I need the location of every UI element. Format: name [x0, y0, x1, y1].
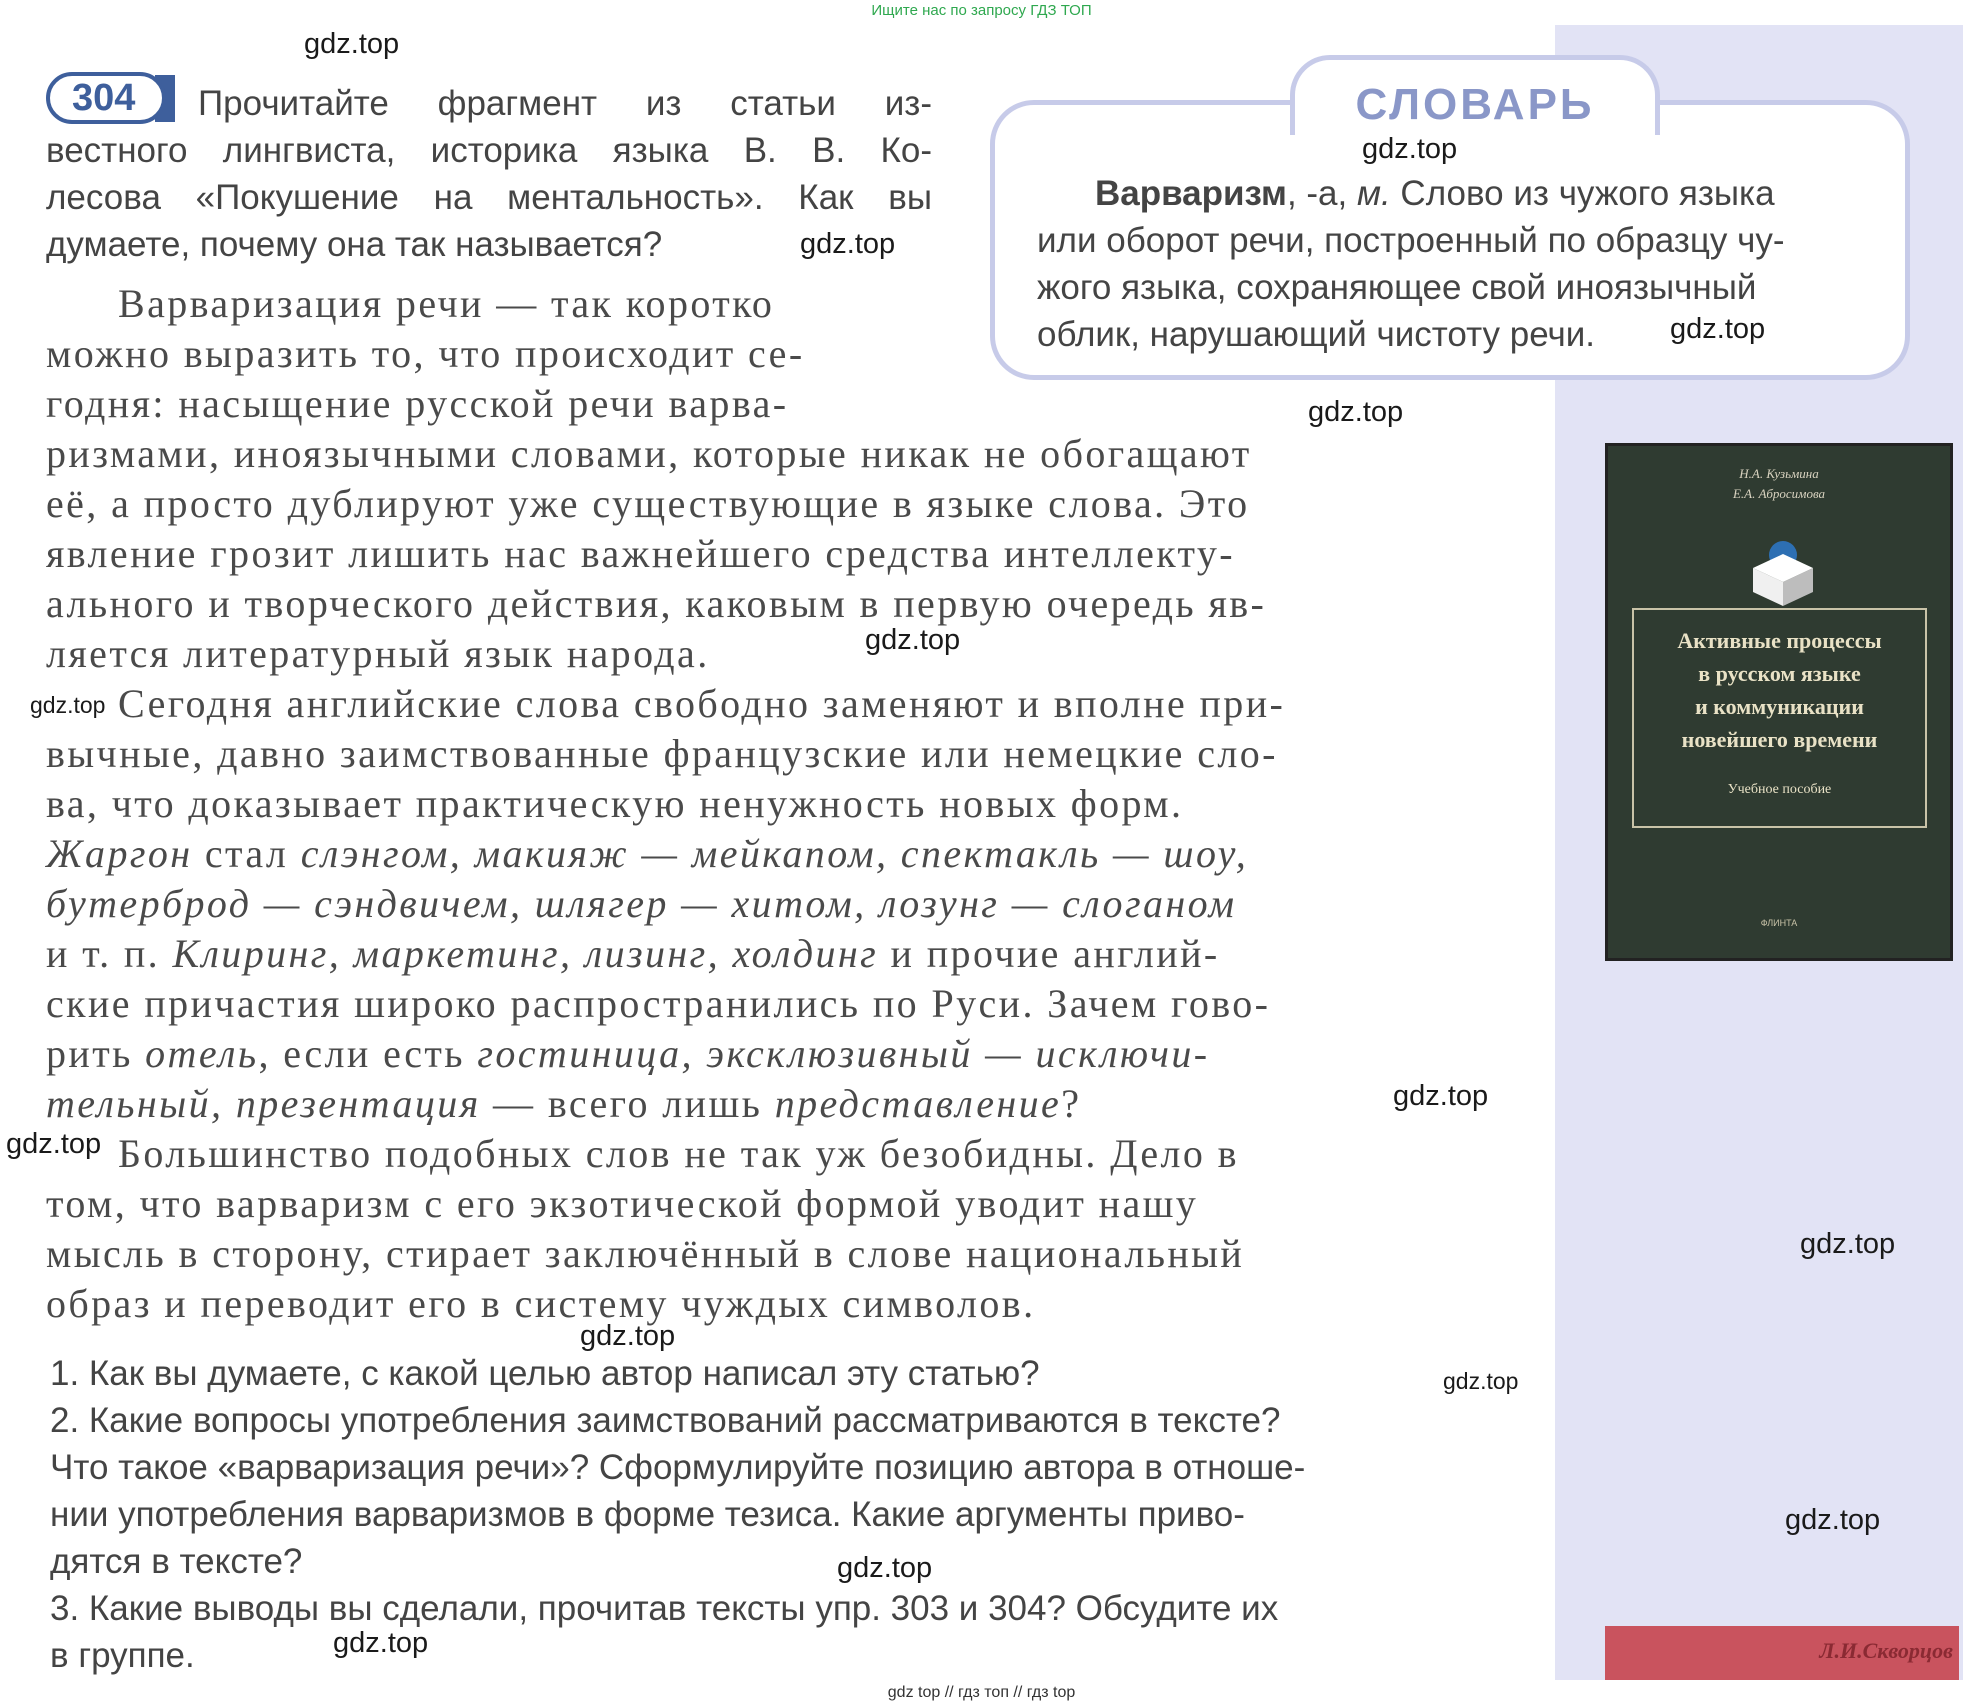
watermark: gdz.top [1785, 1504, 1881, 1536]
book-title: Активные процессы в русском языке и коммуникации новейшего времени [1677, 628, 1882, 752]
text-line: ляется литературный язык народа. [46, 631, 710, 676]
dictionary-line: облик, нарушающий чистоту речи. [1037, 315, 1596, 354]
text-line: можно выразить то, что происходит се- [46, 331, 805, 376]
top-banner: Ищите нас по запросу ГДЗ ТОП [871, 2, 1092, 19]
watermark: gdz.top [304, 28, 400, 60]
text-line: образ и переводит его в систему чуждых символов. [46, 1281, 1036, 1326]
text-line: и т. п. Клиринг, маркетинг, лизинг, холдинг и прочие англий- [46, 931, 1220, 976]
text-line: ального и творческого действия, каковым в первую очередь яв- [46, 581, 1267, 626]
question-line: 2. Какие вопросы употребления заимствований рассматриваются в тексте? [50, 1401, 1281, 1440]
dictionary-entry-line: Варваризм, -а, м. Слово из чужого языка [1095, 174, 1775, 213]
intro-line: Прочитайте фрагмент из статьи из- [198, 84, 932, 123]
book-author: Е.А. Абросимова [1732, 486, 1826, 501]
watermark: gdz.top [1670, 313, 1766, 345]
dictionary-term: Варваризм [1095, 174, 1287, 213]
text-line: вычные, давно заимствованные французские или немецкие сло- [46, 731, 1278, 776]
watermark: gdz.top [580, 1320, 676, 1352]
text-line: годня: насыщение русской речи варва- [46, 381, 789, 426]
book-author: Н.А. Кузьмина [1739, 466, 1819, 481]
bottom-banner: gdz top // гдз топ // гдз top [887, 1684, 1076, 1701]
text-line: Сегодня английские слова свободно заменяют и вполне при- [118, 681, 1286, 726]
text-line: её, а просто дублируют уже существующие в языке слова. Это [46, 481, 1250, 526]
question-line: Что такое «варваризация речи»? Сформулируйте позицию автора в отноше- [50, 1448, 1306, 1487]
intro-line: лесова «Покушение на ментальность». Как вы [46, 178, 932, 217]
question-line: 3. Какие выводы вы сделали, прочитав тексты упр. 303 и 304? Обсудите их [50, 1589, 1279, 1628]
dictionary-line: или оборот речи, построенный по образцу чу- [1037, 221, 1785, 260]
book-subtitle: Учебное пособие [1727, 782, 1832, 797]
text-line: мысль в сторону, стирает заключённый в слове национальный [46, 1231, 1245, 1276]
text-line: Варваризация речи — так коротко [118, 281, 775, 326]
watermark: gdz.top [333, 1627, 429, 1659]
watermark: gdz.top [1362, 133, 1458, 165]
watermark: gdz.top [30, 692, 106, 718]
text-line: том, что варваризм с его экзотической формой уводит нашу [46, 1181, 1199, 1226]
question-line: дятся в тексте? [50, 1542, 303, 1581]
intro-line: думаете, почему она так называется? [46, 225, 663, 264]
text-line: ризмами, иноязычными словами, которые никак не обогащают [46, 431, 1252, 476]
question-line: 1. Как вы думаете, с какой целью автор написал эту статью? [50, 1354, 1040, 1393]
book-spine-author: Л.И.Скворцов [1819, 1638, 1953, 1663]
text-line: Большинство подобных слов не так уж безобидны. Дело в [118, 1131, 1239, 1176]
watermark: gdz.top [837, 1552, 933, 1584]
watermark: gdz.top [6, 1128, 102, 1160]
text-line: тельный, презентация — всего лишь представление? [46, 1081, 1082, 1126]
book-publisher: ФЛИНТА [1760, 918, 1798, 928]
question-line: в группе. [50, 1636, 195, 1675]
text-line: явление грозит лишить нас важнейшего средства интеллекту- [46, 531, 1236, 576]
dictionary-title: СЛОВАРЬ [1355, 80, 1595, 129]
question-line: нии употребления варваризмов в форме тезиса. Какие аргументы приво- [50, 1495, 1245, 1534]
text-line: рить отель, если есть гостиница, эксклюзивный — исключи- [46, 1031, 1210, 1076]
text-line: ские причастия широко распространились по Руси. Зачем гово- [46, 981, 1271, 1026]
watermark: gdz.top [800, 228, 896, 260]
text-line: ва, что доказывает практическую ненужность новых форм. [46, 781, 1184, 826]
text-line: бутерброд — сэндвичем, шлягер — хитом, лозунг — слоганом [46, 881, 1237, 926]
watermark: gdz.top [1393, 1080, 1489, 1112]
intro-line: вестного лингвиста, историка языка В. В. Ко- [46, 131, 932, 170]
book-cube-icon [1748, 538, 1818, 608]
dictionary-line: жого языка, сохраняющее свой иноязычный [1037, 268, 1757, 307]
text-line: Жаргон стал слэнгом, макияж — мейкапом, спектакль — шоу, [46, 831, 1249, 876]
watermark: gdz.top [1443, 1368, 1519, 1394]
watermark: gdz.top [1308, 396, 1404, 428]
watermark: gdz.top [865, 624, 961, 656]
book-cover-image [1605, 443, 1953, 961]
exercise-number: 304 [46, 72, 166, 124]
watermark: gdz.top [1800, 1228, 1896, 1260]
